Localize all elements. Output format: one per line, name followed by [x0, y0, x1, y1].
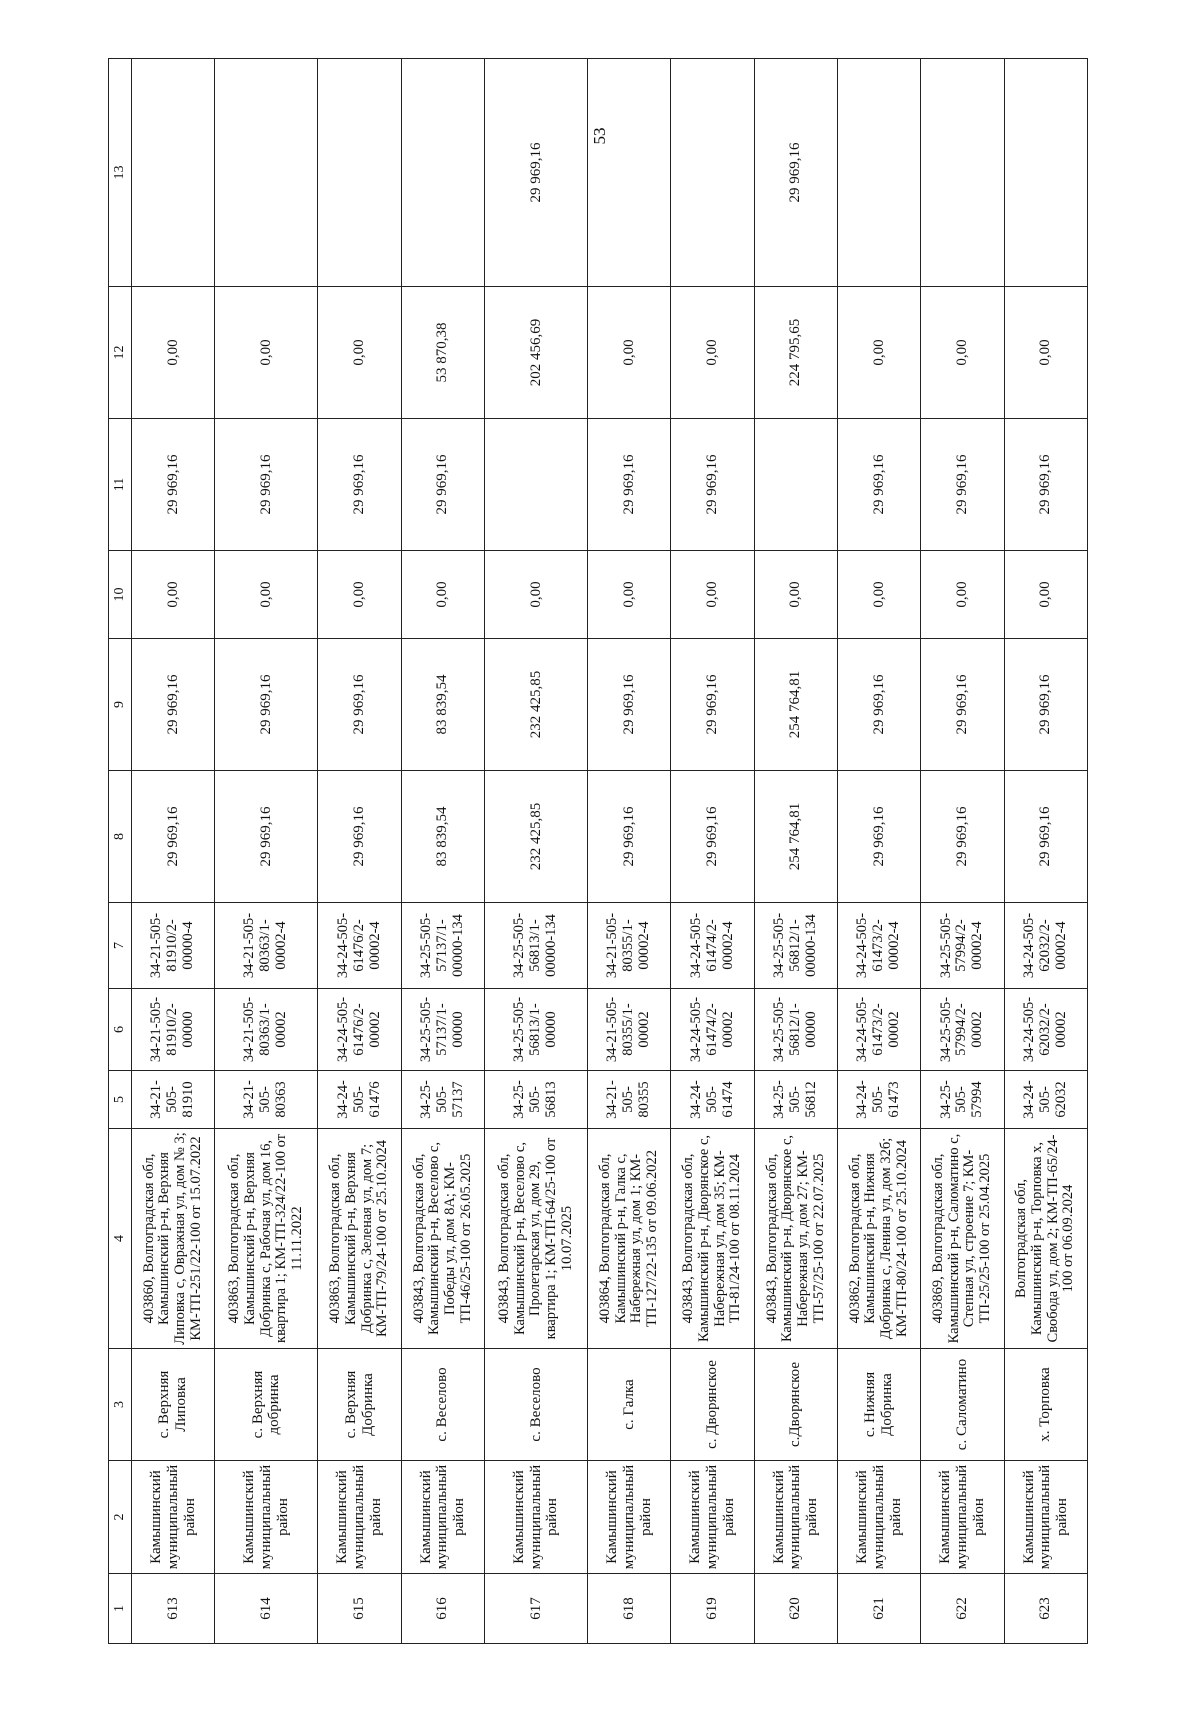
- cell-code-5: 34-24-505-61474: [671, 1071, 754, 1129]
- cell-district: Камышинский муниципальный район: [671, 1461, 754, 1574]
- cell-amount-10: 0,00: [485, 551, 588, 639]
- cell-code-6: 34-25-505-56813/1-00000: [485, 989, 588, 1071]
- cell-code-6: 34-25-505-57137/1-00000: [401, 989, 484, 1071]
- cell-amount-13: [318, 59, 401, 287]
- cell-amount-9: 232 425,85: [485, 639, 588, 771]
- cell-amount-12: 0,00: [318, 287, 401, 419]
- cell-amount-11: [754, 419, 837, 551]
- cell-code-5: 34-21-505-80355: [588, 1071, 671, 1129]
- cell-amount-12: 224 795,65: [754, 287, 837, 419]
- cell-code-6: 34-21-505-80355/1-00002: [588, 989, 671, 1071]
- cell-amount-13: [838, 59, 921, 287]
- cell-row-number: 615: [318, 1574, 401, 1644]
- cell-amount-10: 0,00: [318, 551, 401, 639]
- cell-amount-11: 29 969,16: [588, 419, 671, 551]
- column-number-12: 12: [109, 287, 132, 419]
- cell-district: Камышинский муниципальный район: [1004, 1461, 1087, 1574]
- cell-amount-13: [132, 59, 215, 287]
- cell-code-5: 34-24-505-61473: [838, 1071, 921, 1129]
- cell-district: Камышинский муниципальный район: [588, 1461, 671, 1574]
- cell-settlement: с. Нижняя Добринка: [838, 1349, 921, 1461]
- cell-amount-13: [921, 59, 1004, 287]
- cell-amount-11: 29 969,16: [838, 419, 921, 551]
- cell-code-7: 34-24-505-61474/2-00002-4: [671, 903, 754, 989]
- cell-code-5: 34-25-505-56812: [754, 1071, 837, 1129]
- cell-address-contract: 403863, Волгоградская обл, Камышинский р-н, Верхняя Добринка с, Рабочая ул, дом 16, квартира 1; КМ-ТП-324/22-100 от 11.11.2022: [215, 1129, 318, 1349]
- cell-code-6: 34-24-505-61473/2-00002: [838, 989, 921, 1071]
- cell-amount-11: 29 969,16: [318, 419, 401, 551]
- cell-amount-12: 0,00: [588, 287, 671, 419]
- table-row: [754, 59, 837, 1644]
- cell-amount-12: 0,00: [671, 287, 754, 419]
- cell-amount-10: 0,00: [215, 551, 318, 639]
- table-row: [215, 59, 318, 1644]
- cell-amount-9: 254 764,81: [754, 639, 837, 771]
- cell-amount-11: 29 969,16: [401, 419, 484, 551]
- cell-settlement: с.Дворянское: [754, 1349, 837, 1461]
- cell-code-7: 34-24-505-61473/2-00002-4: [838, 903, 921, 989]
- cell-amount-12: 0,00: [838, 287, 921, 419]
- cell-address-contract: 403864, Волгоградская обл, Камышинский р-н, Галка с, Набережная ул, дом 1; КМ-ТП-127/22-135 от 09.06.2022: [588, 1129, 671, 1349]
- page-number: 53: [590, 127, 609, 145]
- cell-code-5: 34-25-505-57994: [921, 1071, 1004, 1129]
- cell-amount-9: 29 969,16: [215, 639, 318, 771]
- cell-amount-11: 29 969,16: [132, 419, 215, 551]
- table-row: [921, 59, 1004, 1644]
- cell-amount-8: 29 969,16: [318, 771, 401, 903]
- cell-district: Камышинский муниципальный район: [838, 1461, 921, 1574]
- cell-code-5: 34-21-505-81910: [132, 1071, 215, 1129]
- cell-amount-9: 29 969,16: [921, 639, 1004, 771]
- cell-amount-10: 0,00: [401, 551, 484, 639]
- column-number-10: 10: [109, 551, 132, 639]
- table-row: [1004, 59, 1087, 1644]
- cell-amount-11: [485, 419, 588, 551]
- cell-amount-9: 29 969,16: [1004, 639, 1087, 771]
- cell-address-contract: 403843, Волгоградская обл, Камышинский р-н, Веселово с, Победы ул, дом 8А; КМ-ТП-46/25-100 от 26.05.2025: [401, 1129, 484, 1349]
- cell-code-7: 34-25-505-56812/1-00000-134: [754, 903, 837, 989]
- cell-amount-11: 29 969,16: [921, 419, 1004, 551]
- column-number-6: 6: [109, 989, 132, 1071]
- cell-code-5: 34-25-505-56813: [485, 1071, 588, 1129]
- cell-code-6: 34-25-505-57994/2-00002: [921, 989, 1004, 1071]
- cell-code-6: 34-25-505-56812/1-00000: [754, 989, 837, 1071]
- cell-amount-9: 29 969,16: [838, 639, 921, 771]
- cell-address-contract: 403860, Волгоградская обл, Камышинский р-н, Верхняя Липовка с, Овражная ул, дом № 3; КМ-ТП-251/22-100 от 15.07.2022: [132, 1129, 215, 1349]
- table-row: [838, 59, 921, 1644]
- cell-settlement: с. Верхняя Липовка: [132, 1349, 215, 1461]
- cell-settlement: с. Дворянское: [671, 1349, 754, 1461]
- cell-amount-13: [215, 59, 318, 287]
- column-number-9: 9: [109, 639, 132, 771]
- cell-row-number: 620: [754, 1574, 837, 1644]
- cell-amount-11: 29 969,16: [671, 419, 754, 551]
- column-number-7: 7: [109, 903, 132, 989]
- cell-code-7: 34-25-505-56813/1-00000-134: [485, 903, 588, 989]
- cell-address-contract: Волгоградская обл, Камышинский р-н, Торповка х, Свобода ул, дом 2; КМ-ТП-65/24-100 от 06.09.2024: [1004, 1129, 1087, 1349]
- cell-row-number: 614: [215, 1574, 318, 1644]
- cell-amount-13: [401, 59, 484, 287]
- cell-amount-10: 0,00: [671, 551, 754, 639]
- table-row: [401, 59, 484, 1644]
- table-row: [671, 59, 754, 1644]
- cell-amount-10: 0,00: [754, 551, 837, 639]
- cell-amount-8: 29 969,16: [921, 771, 1004, 903]
- cell-amount-8: 29 969,16: [132, 771, 215, 903]
- cell-amount-13: [1004, 59, 1087, 287]
- cell-amount-13: [588, 59, 671, 287]
- cell-amount-9: 29 969,16: [671, 639, 754, 771]
- cell-address-contract: 403843, Волгоградская обл, Камышинский р-н, Дворянское с, Набережная ул, дом 27; КМ-ТП-57/25-100 от 22.07.2025: [754, 1129, 837, 1349]
- cell-code-6: 34-24-505-61476/2-00002: [318, 989, 401, 1071]
- cell-code-7: 34-25-505-57137/1-00000-134: [401, 903, 484, 989]
- cell-code-7: 34-24-505-61476/2-00002-4: [318, 903, 401, 989]
- cell-code-6: 34-21-505-81910/2-00000: [132, 989, 215, 1071]
- cell-amount-8: 83 839,54: [401, 771, 484, 903]
- cell-amount-8: 29 969,16: [671, 771, 754, 903]
- column-number-13: 13: [109, 59, 132, 287]
- cell-settlement: с. Галка: [588, 1349, 671, 1461]
- cell-settlement: с. Веселово: [401, 1349, 484, 1461]
- cell-code-6: 34-21-505-80363/1-00002: [215, 989, 318, 1071]
- table-body: [132, 59, 1088, 1644]
- data-table: [108, 58, 1088, 1644]
- cell-district: Камышинский муниципальный район: [401, 1461, 484, 1574]
- cell-settlement: с. Веселово: [485, 1349, 588, 1461]
- cell-amount-9: 29 969,16: [318, 639, 401, 771]
- cell-address-contract: 403843, Волгоградская обл, Камышинский р-н, Веселово с, Пролетарская ул, дом 29, квартира 1; КМ-ТП-64/25-100 от 10.07.2025: [485, 1129, 588, 1349]
- column-number-3: 3: [109, 1349, 132, 1461]
- cell-amount-13: [671, 59, 754, 287]
- cell-amount-12: 0,00: [215, 287, 318, 419]
- cell-amount-8: 232 425,85: [485, 771, 588, 903]
- cell-address-contract: 403863, Волгоградская обл, Камышинский р-н, Верхняя Добринка с, Зеленая ул, дом 7; КМ-ТП-79/24-100 от 25.10.2024: [318, 1129, 401, 1349]
- cell-code-7: 34-21-505-81910/2-00000-4: [132, 903, 215, 989]
- data-table-frame: [108, 59, 1088, 1644]
- cell-code-6: 34-24-505-62032/2-00002: [1004, 989, 1087, 1071]
- cell-amount-12: 53 870,38: [401, 287, 484, 419]
- cell-district: Камышинский муниципальный район: [132, 1461, 215, 1574]
- column-number-5: 5: [109, 1071, 132, 1129]
- cell-code-7: 34-24-505-62032/2-00002-4: [1004, 903, 1087, 989]
- cell-amount-10: 0,00: [921, 551, 1004, 639]
- cell-row-number: 613: [132, 1574, 215, 1644]
- cell-code-5: 34-24-505-61476: [318, 1071, 401, 1129]
- cell-settlement: х. Торповка: [1004, 1349, 1087, 1461]
- cell-amount-10: 0,00: [588, 551, 671, 639]
- cell-code-6: 34-24-505-61474/2-00002: [671, 989, 754, 1071]
- column-number-2: 2: [109, 1461, 132, 1574]
- cell-address-contract: 403862, Волгоградская обл, Камышинский р-н, Нижняя Добринка с, Ленина ул, дом 32б; КМ-ТП-80/24-100 от 25.10.2024: [838, 1129, 921, 1349]
- column-number-1: 1: [109, 1574, 132, 1644]
- column-number-row: [109, 59, 132, 1644]
- cell-amount-10: 0,00: [1004, 551, 1087, 639]
- cell-settlement: с. Верхняя Добринка: [318, 1349, 401, 1461]
- table-row: [588, 59, 671, 1644]
- cell-row-number: 617: [485, 1574, 588, 1644]
- cell-district: Камышинский муниципальный район: [485, 1461, 588, 1574]
- cell-amount-12: 202 456,69: [485, 287, 588, 419]
- cell-address-contract: 403843, Волгоградская обл, Камышинский р-н, Дворянское с, Набережная ул, дом 35; КМ-ТП-81/24-100 от 08.11.2024: [671, 1129, 754, 1349]
- cell-district: Камышинский муниципальный район: [921, 1461, 1004, 1574]
- cell-amount-8: 29 969,16: [838, 771, 921, 903]
- cell-district: Камышинский муниципальный район: [754, 1461, 837, 1574]
- cell-row-number: 622: [921, 1574, 1004, 1644]
- cell-amount-8: 254 764,81: [754, 771, 837, 903]
- column-number-11: 11: [109, 419, 132, 551]
- cell-code-5: 34-21-505-80363: [215, 1071, 318, 1129]
- cell-code-7: 34-21-505-80355/1-00002-4: [588, 903, 671, 989]
- cell-settlement: с. Саломатино: [921, 1349, 1004, 1461]
- cell-district: Камышинский муниципальный район: [318, 1461, 401, 1574]
- cell-amount-9: 29 969,16: [588, 639, 671, 771]
- cell-amount-8: 29 969,16: [215, 771, 318, 903]
- cell-district: Камышинский муниципальный район: [215, 1461, 318, 1574]
- cell-amount-12: 0,00: [921, 287, 1004, 419]
- table-row: [485, 59, 588, 1644]
- cell-row-number: 621: [838, 1574, 921, 1644]
- cell-amount-12: 0,00: [132, 287, 215, 419]
- cell-code-5: 34-24-505-62032: [1004, 1071, 1087, 1129]
- cell-settlement: с. Верхняя добринка: [215, 1349, 318, 1461]
- cell-code-5: 34-25-505-57137: [401, 1071, 484, 1129]
- cell-amount-10: 0,00: [838, 551, 921, 639]
- cell-code-7: 34-25-505-57994/2-00002-4: [921, 903, 1004, 989]
- column-number-4: 4: [109, 1129, 132, 1349]
- cell-row-number: 616: [401, 1574, 484, 1644]
- cell-amount-9: 29 969,16: [132, 639, 215, 771]
- cell-amount-11: 29 969,16: [1004, 419, 1087, 551]
- cell-row-number: 618: [588, 1574, 671, 1644]
- cell-code-7: 34-21-505-80363/1-00002-4: [215, 903, 318, 989]
- cell-row-number: 619: [671, 1574, 754, 1644]
- cell-address-contract: 403869, Волгоградская обл, Камышинский р-н, Саломатино с, Степная ул, строение 7; КМ-ТП-25/25-100 от 25.04.2025: [921, 1129, 1004, 1349]
- cell-amount-8: 29 969,16: [1004, 771, 1087, 903]
- cell-amount-9: 83 839,54: [401, 639, 484, 771]
- column-number-8: 8: [109, 771, 132, 903]
- table-row: [318, 59, 401, 1644]
- cell-amount-13: 29 969,16: [485, 59, 588, 287]
- cell-row-number: 623: [1004, 1574, 1087, 1644]
- cell-amount-10: 0,00: [132, 551, 215, 639]
- cell-amount-13: 29 969,16: [754, 59, 837, 287]
- cell-amount-8: 29 969,16: [588, 771, 671, 903]
- cell-amount-12: 0,00: [1004, 287, 1087, 419]
- cell-amount-11: 29 969,16: [215, 419, 318, 551]
- table-row: [132, 59, 215, 1644]
